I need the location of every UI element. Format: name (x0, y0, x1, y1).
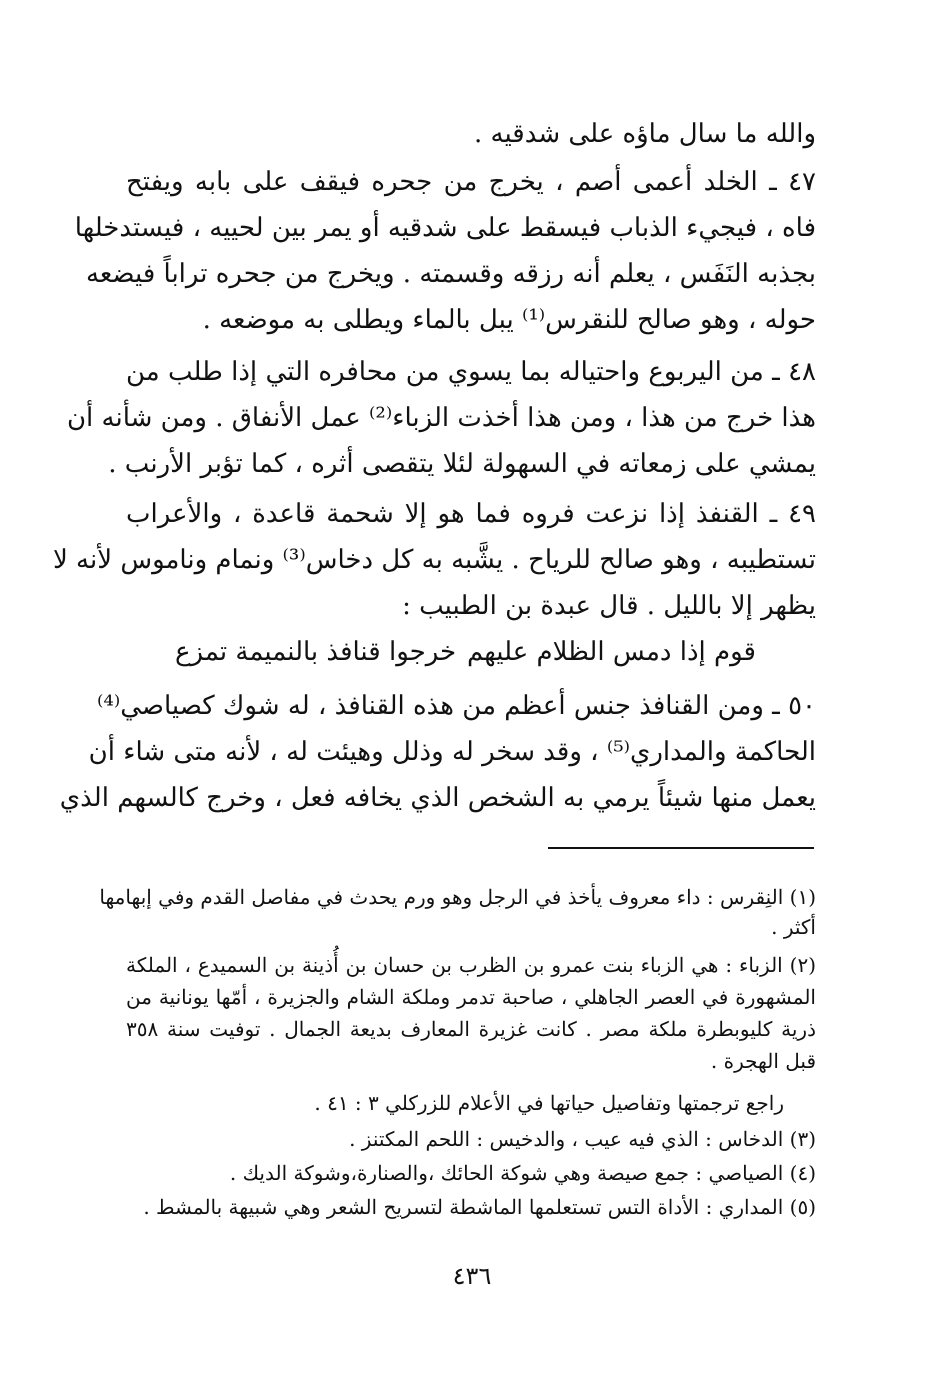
paragraph-line: هذا خرج من هذا ، ومن هذا أخذت الزباء⁽²⁾ عمل الأنفاق . ومن شأنه أن (66, 403, 816, 433)
paragraph-line: بجذبه النَفَس ، يعلم أنه رزقه وقسمته . ويخرج من جحره تراباً فيضعه (85, 259, 816, 289)
footnote-line: (١) النِقرس : داء معروف يأخذ في الرجل وهو ورم يحدث في مفاصل القدم وفي إبهامها (99, 885, 816, 909)
paragraph-line: ٤٧ ـ الخلد أعمى أصم ، يخرج من جحره فيقف على بابه ويفتح (126, 167, 816, 197)
verse-left-hemistich: خرجوا قنافذ بالنميمة تمزع (175, 637, 457, 667)
paragraph-line: يظهر إلا بالليل . قال عبدة بن الطبيب : (402, 591, 816, 621)
footnote-line: (٤) الصياصي : جمع صيصة وهي شوكة الحائك ،والصنارة،وشوكة الديك . (229, 1161, 816, 1185)
opening-line: والله ما سال ماؤه على شدقيه . (473, 119, 816, 149)
footnote-separator (548, 847, 814, 849)
footnote-line: أكثر . (771, 915, 816, 939)
paragraph-line: يمشي على زمعاته في السهولة لئلا يتقصى أثره ، كما تؤبر الأرنب . (108, 449, 816, 479)
footnote-line: (٣) الدخاس : الذي فيه عيب ، والدخيس : اللحم المكتنز . (349, 1127, 816, 1151)
footnote-line: (٢) الزباء : هي الزباء بنت عمرو بن الظرب بن حسان بن أُذينة بن السميدع ، الملكة (126, 953, 816, 977)
paragraph-line: ٥٠ ـ ومن القنافذ جنس أعظم من هذه القنافذ ، له شوك كصياصي⁽⁴⁾ (97, 691, 816, 721)
paragraph-line: يعمل منها شيئاً يرمي به الشخص الذي يخافه فعل ، وخرج كالسهم الذي (59, 783, 816, 813)
footnote-line: (٥) المداري : الأداة التس تستعلمها الماشطة لتسريح الشعر وهي شبيهة بالمشط . (143, 1195, 816, 1219)
paragraph-line: ٤٨ ـ من اليربوع واحتياله بما يسوي من محافره التي إذا طلب من (126, 357, 816, 387)
paragraph-line: حوله ، وهو صالح للنقرس⁽¹⁾ يبل بالماء ويطلى به موضعه . (202, 305, 816, 335)
footnote-line: المشهورة في العصر الجاهلي ، صاحبة تدمر وملكة الشام والجزيرة ، أمّها يونانية من (126, 985, 816, 1009)
footnote-line: راجع ترجمتها وتفاصيل حياتها في الأعلام للزركلي ٣ : ٤١ . (314, 1091, 784, 1115)
paragraph-line: ٤٩ ـ القنفذ إذا نزعت فروه فما هو إلا شحمة قاعدة ، والأعراب (126, 499, 816, 529)
footnote-line: قبل الهجرة . (710, 1049, 816, 1073)
verse-right-hemistich: قوم إذا دمس الظلام عليهم (466, 637, 756, 667)
paragraph-line: تستطيبه ، وهو صالح للرياح . يشَّبه به كل دخاس⁽³⁾ ونمام وناموس لأنه لا (52, 545, 816, 575)
paragraph-line: فاه ، فيجيء الذباب فيسقط على شدقيه أو يمر بين لحييه ، فيستدخلها (74, 213, 816, 243)
footnote-line: ذرية كليوبطرة ملكة مصر . كانت غزيرة المعارف بديعة الجمال . توفيت سنة ٣٥٨ (126, 1017, 816, 1041)
page-number: ٤٣٦ (452, 1262, 492, 1290)
paragraph-line: الحاكمة والمداري⁽⁵⁾ ، وقد سخر له وذلل وهيئت له ، لأنه متى شاء أن (88, 737, 816, 767)
